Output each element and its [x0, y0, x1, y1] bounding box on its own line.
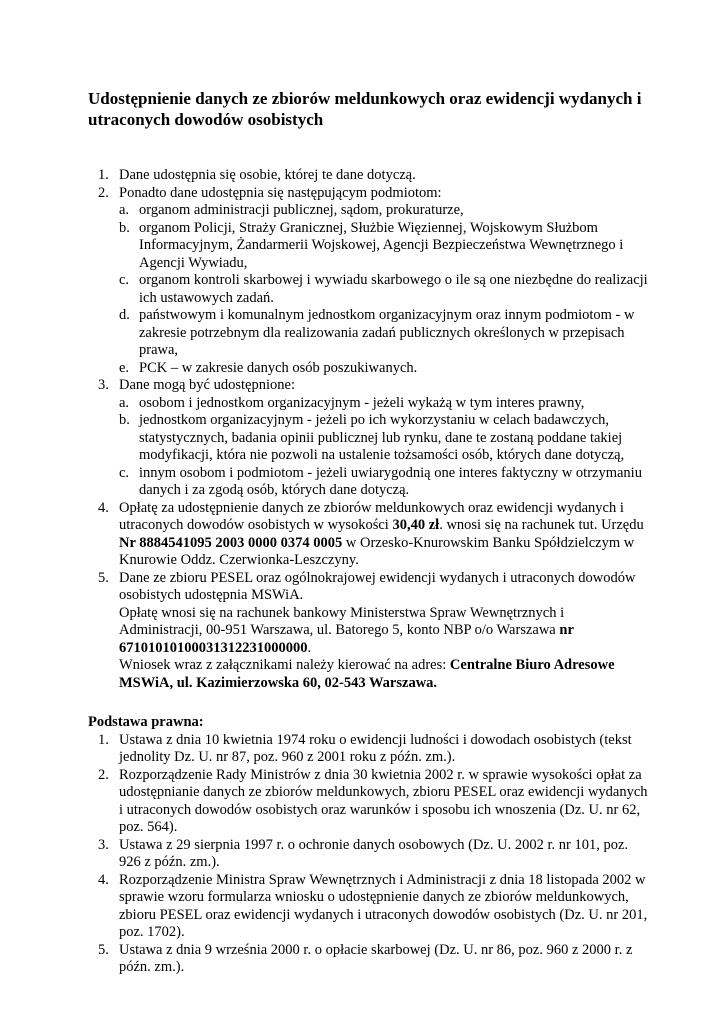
document-title: Udostępnienie danych ze zbiorów meldunkowych oraz ewidencji wydanych i utraconych dowodów osobistych [88, 89, 642, 129]
payment-text-c: w Orzesko-Knurowskim Banku Spółdzielczym w Knurowie Oddz. Czerwionka-Leszczyny. [119, 534, 635, 568]
sublist-item-text: PCK – w zakresie danych osób poszukiwanych. [139, 359, 418, 376]
list-number: 4. [98, 871, 109, 888]
mswia-payment-text: Opłatę wnosi się na rachunek bankowy Ministerstwa Spraw Wewnętrznych i Administracji, 00-951 Warszawa, ul. Batorego 5, konto NBP o/o Warszawa [119, 604, 565, 638]
bank-account-number: Nr 8884541095 2003 0000 0374 0005 [119, 534, 343, 551]
legal-basis-text: Ustawa z 29 sierpnia 1997 r. o ochronie danych osobowych (Dz. U. 2002 r. nr 101, poz. 926 z późn. zm.). [119, 836, 629, 870]
sublist-item-3a [119, 395, 648, 413]
legal-basis-text: Ustawa z dnia 9 września 2000 r. o opłacie skarbowej (Dz. U. nr 86, poz. 960 z 2000 r. z późn. zm.). [119, 941, 633, 975]
legal-basis-item-4 [88, 872, 648, 942]
list-number: 1. [98, 731, 109, 748]
sublist-item-text: organom kontroli skarbowej i wywiadu skarbowego o ile są one niezbędne do realizacji ich ustawowych zadań. [139, 272, 648, 306]
document-page [88, 88, 648, 977]
sublist-item-2e [119, 360, 648, 378]
legal-basis-item-5 [88, 942, 648, 977]
list-item-text: Dane udostępnia się osobie, której te dane dotyczą. [119, 167, 416, 183]
legal-basis-text: Rozporządzenie Ministra Spraw Wewnętrznych i Administracji z dnia 18 listopada 2002 w sprawie wzoru formularza wniosku o udostępnienie danych ze zbiorów meldunkowych, zbioru PESEL oraz ewidencji wydanych i utraconych dowodów osobistych (Dz. U. nr 201, poz. 1702). [119, 871, 648, 940]
list-number: 5. [98, 941, 109, 958]
mswia-payment-end: . [307, 639, 312, 656]
sublist-letter: a. [119, 394, 130, 411]
sublist-letter: a. [119, 202, 130, 218]
legal-basis-item-1 [88, 732, 648, 767]
list-item-text: Ponadto dane udostępnia się następującym podmiotom: [119, 184, 442, 201]
application-address-paragraph [119, 657, 648, 692]
list-item-1 [88, 167, 648, 185]
list-item-2 [88, 185, 648, 203]
list-number: 5. [98, 569, 109, 586]
sublist-letter: b. [119, 412, 130, 428]
sublist-letter: b. [119, 219, 130, 236]
mswia-payment-paragraph [119, 605, 648, 658]
list-item-4 [88, 500, 648, 570]
sublist-item-text: osobom i jednostkom organizacyjnym - jeżeli wykażą w tym interes prawny, [139, 394, 585, 411]
sublist-item-text: organom Policji, Straży Granicznej, Służbie Więziennej, Wojskowym Służbom Informacyjnym, Żandarmerii Wojskowej, Agencji Bezpieczeństwa Wewnętrznego i Agencji Wywiadu, [139, 219, 624, 271]
sublist-item-text: organom administracji publicznej, sądom, prokuraturze, [139, 202, 464, 218]
address-intro: Wniosek wraz z załącznikami należy kierować na adres: [119, 657, 450, 673]
list-number: 3. [98, 836, 109, 853]
payment-paragraph [119, 500, 648, 570]
legal-basis-section [88, 714, 648, 977]
list-number: 2. [98, 184, 109, 201]
list-number: 3. [98, 377, 109, 393]
sublist-item-3b [119, 412, 648, 465]
list-item-5 [88, 570, 648, 693]
sublist-item-3c [119, 465, 648, 500]
sublist-item-text: innym osobom i podmiotom - jeżeli uwiarygodnią one interes faktyczny w otrzymaniu danych i za zgodą osób, których dane dotyczą. [139, 464, 642, 498]
payment-text-a: Opłatę za udostępnienie danych ze zbiorów meldunkowych oraz ewidencji wydanych i utraconych dowodów osobistych w wysokości [119, 499, 624, 533]
sublist-letter: d. [119, 307, 130, 323]
list-number: 4. [98, 499, 109, 516]
main-list [88, 167, 648, 692]
sublist-letter: e. [119, 359, 130, 376]
sublist-item-2d [119, 307, 648, 360]
fee-amount: 30,40 zł [392, 517, 440, 533]
sublist-letter: c. [119, 464, 130, 481]
list-item-3 [88, 377, 648, 395]
list-item-text: Dane mogą być udostępnione: [119, 377, 295, 393]
legal-basis-title: Podstawa prawna: [88, 714, 204, 730]
sublist-item-2b [119, 220, 648, 273]
legal-basis-item-2 [88, 767, 648, 837]
office-address: Centralne Biuro Adresowe MSWiA, ul. Kazimierzowska 60, 02-543 Warszawa. [119, 657, 615, 691]
list-number: 2. [98, 766, 109, 783]
sublist-item-2a [119, 202, 648, 220]
sublist-item-text: jednostkom organizacyjnym - jeżeli po ich wykorzystaniu w celach badawczych, statystycznych, badania opinii publicznej lub rynku, dane te zostaną poddane takiej modyfikacji, która nie pozwoli na ustalenie tożsamości osób, których dane dotyczą, [139, 412, 625, 463]
payment-text-b: . wnosi się na rachunek tut. Urzędu [439, 517, 644, 533]
legal-basis-text: Rozporządzenie Rady Ministrów z dnia 30 kwietnia 2002 r. w sprawie wysokości opłat za udostępnianie danych ze zbiorów meldunkowych, zbioru PESEL oraz ewidencji wydanych i utraconych dowodów osobistych oraz warunków i sposobu ich wnoszenia (Dz. U. nr 62, poz. 564). [119, 766, 648, 835]
sublist-item-2c [119, 272, 648, 307]
pesel-paragraph: Dane ze zbioru PESEL oraz ogólnokrajowej ewidencji wydanych i utraconych dowodów osobistych udostępnia MSWiA. [119, 569, 636, 603]
list-number: 1. [98, 167, 109, 183]
legal-basis-item-3 [88, 837, 648, 872]
legal-basis-text: Ustawa z dnia 10 kwietnia 1974 roku o ewidencji ludności i dowodach osobistych (tekst jednolity Dz. U. nr 87, poz. 960 z 2001 roku z późn. zm.). [119, 731, 632, 765]
sublist-letter: c. [119, 272, 130, 288]
sublist-item-text: państwowym i komunalnym jednostkom organizacyjnym oraz innym podmiotom - w zakresie potrzebnym dla realizowania zadań publicznych określonych w przepisach prawa, [139, 307, 635, 358]
mswia-account-number: nr 67101010100031312231000000 [119, 622, 574, 656]
